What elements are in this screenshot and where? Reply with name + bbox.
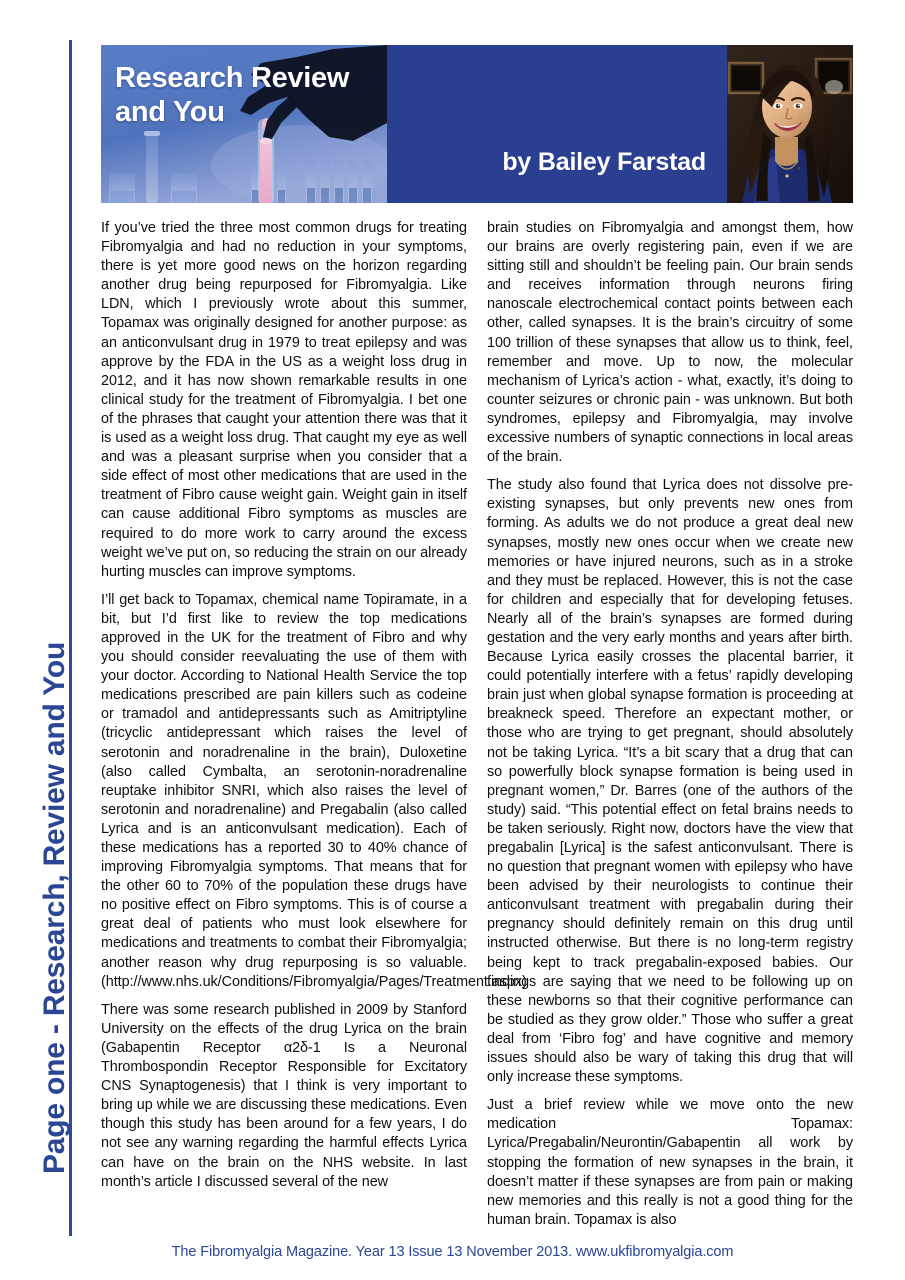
article-body xyxy=(101,219,853,1229)
paragraph: brain studies on Fibromyalgia and amongst them, how our brains are overly registering pain, even if we are sitting still and shouldn’t be feeling pain. Our brain sends and receives information through neurons firing nanoscale electrochemical contact points between each other, called synapses. It is the brain’s circuitry of some 100 trillion of these synapses that allow us to think, feel, remember and move. Up to now, the molecular mechanism of Lyrica’s action - what, exactly, it’s doing to counter seizures or chronic pain - was unknown. But both syndromes, epilepsy and Fibromyalgia, may involve excessive numbers of synaptic connections in local areas of the brain. xyxy=(487,220,853,466)
author-portrait-illustration xyxy=(720,45,853,203)
paragraph: The study also found that Lyrica does not dissolve pre-existing synapses, but only prevents new ones from forming. As adults we do not produce a great deal new synapses, mostly new ones occur when we create new memories or have injured neurons, such as in a stroke and they must be replaced. However, this is not the case for children and especially that for developing fetuses. Nearly all of the brain’s synapses are formed during gestation and the very early months and years after birth. Because Lyrica easily crosses the placental barrier, it could potentially interfere with a fetus’ rapidly developing brain just when global synapse formation is proceeding at breakneck speed. Therefore an expectant mother, or those who are trying to get pregnant, should absolutely not be taking Lyrica. “It’s a bit scary that a drug that can so powerfully block synapse formation is being used in pregnant women,” Dr. Barres (one of the authors of the study) said. “This potential effect on fetal brains needs to be taken seriously. Right now, doctors have the view that pregabalin [Lyrica] is the safest anticonvulsant. There is no question that pregnant women with epilepsy who have been advised by their neurologists to continue their anticonvulsant treatment with pregabalin during their pregnancy should definitely remain on this drug until instructed otherwise. But there is no long-term registry being kept to track pregabalin-exposed babies. Our findings are saying that we need to be following up on these newborns so that their cognitive performance can be studied as they grow older.” Those who suffer a great deal from ‘Fibro fog’ and have cognitive and memory issues should also be wary of taking this drug that will only increase these symptoms. xyxy=(487,477,853,1086)
masthead-byline: by Bailey Farstad xyxy=(502,148,706,176)
author-photo xyxy=(720,45,853,203)
masthead-lab-image xyxy=(101,45,387,203)
masthead-title xyxy=(115,61,349,129)
masthead-blue-panel xyxy=(387,45,720,203)
paragraph: I’ll get back to Topamax, chemical name Topiramate, in a bit, but I’d first like to review the top medications approved in the UK for the treatment of Fibro and why you should consider reevaluating the use of them with your doctor. According to National Health Service the top medications prescribed are pain killers such as codeine or tramadol and antidepressants such as Amitriptyline (tricyclic antidepressant which raises the level of serotonin and noradrenaline in the brain), Duloxetine (also called Cymbalta, an serotonin-noradrenaline reuptake inhibitor SNRI, which also raises the level of serotonin and noradrenaline) and Pregabalin (also called Lyrica and is an anticonvulsant medication). Each of these medications has a reported 30 to 40% chance of improving Fibromyalgia symptoms. That means that for the other 60 to 70% of the population these drugs have no positive effect on Fibro symptoms. This is of course a great deal of patients who must look elsewhere for medications and treatments to combat their Fibromyalgia; another reason why drug repurposing is so valuable. (http://www.nhs.uk/Conditions/Fibromyalgia/Pages/Treatment.aspx) xyxy=(101,591,527,990)
paragraph: There was some research published in 2009 by Stanford University on the effects of the drug Lyrica on the brain (Gabapentin Receptor α2δ-1 Is a Neuronal Thrombospondin Receptor Responsible for Excitatory CNS Synaptogenesis) that I think is very important to bring up while we are discussing these medications. Even though this study has been around for a few years, I do not see any warning regarding the harmful effects Lyrica can have on the brain on the NHS website. In last month’s article I discussed several of the new xyxy=(101,1001,467,1190)
paragraph: If you’ve tried the three most common drugs for treating Fibromyalgia and had no reduction in your symptoms, there is yet more good news on the horizon regarding another drug being repurposed for Fibromyalgia. Like LDN, which I previously wrote about this summer, Topamax was originally designed for another purpose: as an anticonvulsant drug in 1979 to treat epilepsy and was approve by the FDA in the US as a weight loss drug in 2012, and it has now shown remarkable results in one clinical study for the treatment of Fibromyalgia. I bet one of the phrases that caught your attention there was that it is used as a weight loss drug. That caught my eye as well and was a pleasant surprise when you consider that a side effect of most other medications that are used in the treatment of Fibro cause weight gain. Weight gain in itself can cause additional Fibro symptoms as muscles are required to do more work to carry around the excess weight we’ve put on, so reducing the strain on our already hurting muscles can improve symptoms. xyxy=(101,220,467,580)
sidebar-page-label: Page one - Research, Review and You xyxy=(38,641,71,1174)
masthead-title-line-1: Research Review xyxy=(115,62,350,94)
page-footer xyxy=(0,1243,905,1261)
article-masthead xyxy=(101,45,853,203)
masthead-title-line-2: and You xyxy=(115,96,225,129)
article-column-right xyxy=(487,219,853,1229)
page-sidebar xyxy=(0,40,72,1236)
footer-publication-line: The Fibromyalgia Magazine. Year 13 Issue 13 November 2013. www.ukfibromyalgia.com xyxy=(171,1244,734,1260)
paragraph: Just a brief review while we move onto the new medication Topamax: Lyrica/Pregabalin/Neurontin/Gabapentin all work by stopping the formation of new synapses in the brain, it doesn’t matter if these synapses are from pain or making new memories and this really is not a good thing for the human brain. Topamax is also xyxy=(487,1097,853,1228)
article-column-left xyxy=(101,219,527,1229)
